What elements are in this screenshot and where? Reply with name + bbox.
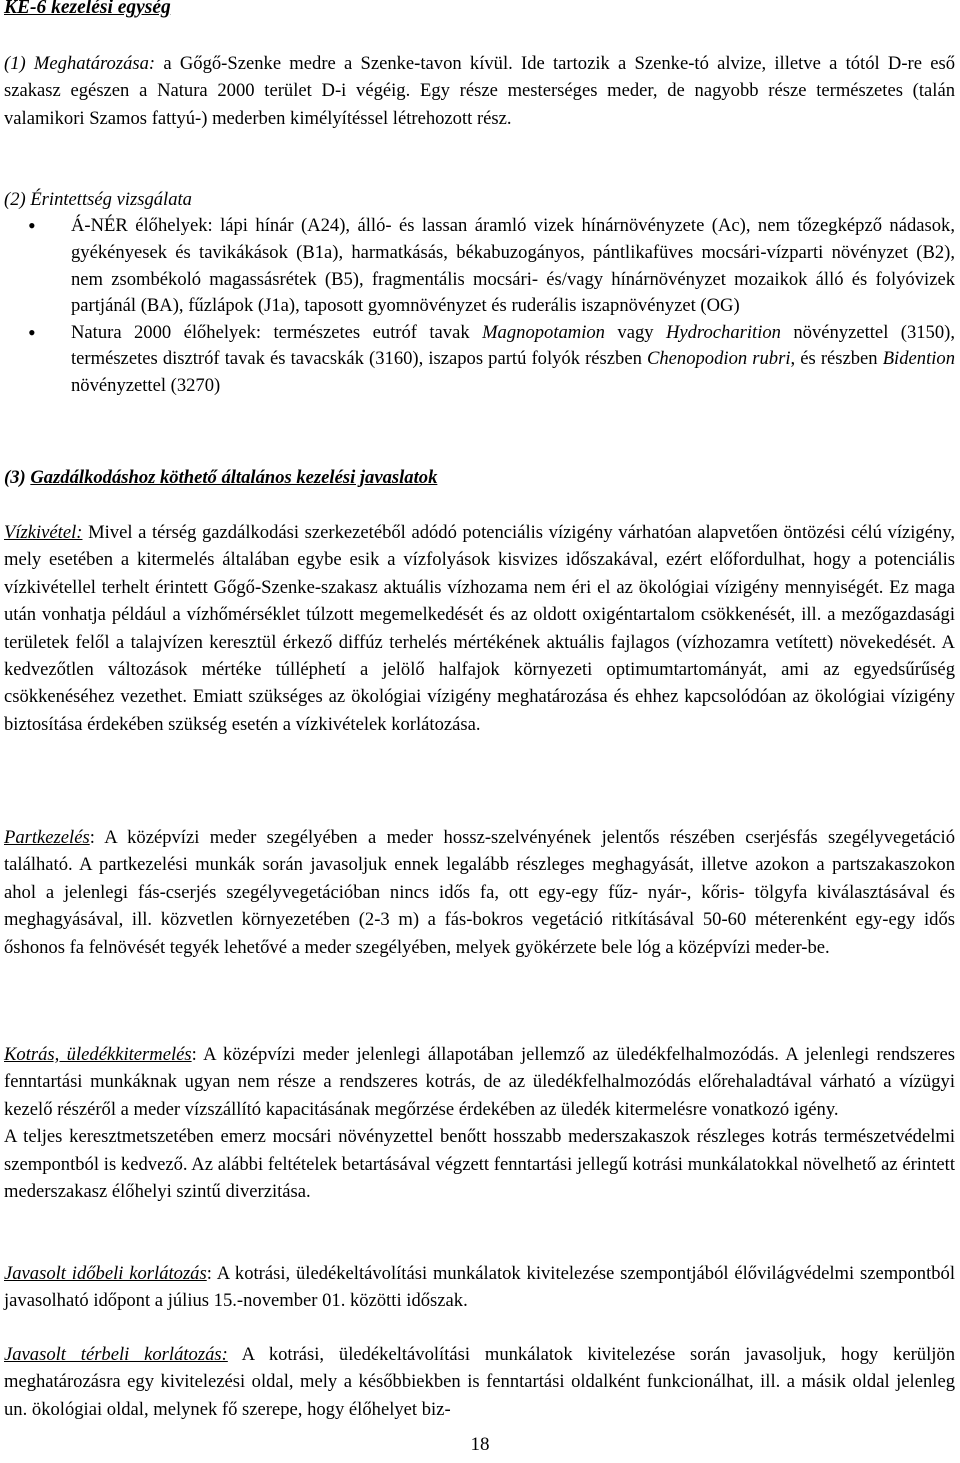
section-management-heading [4,464,955,491]
water-abstraction-label: Vízkivétel: [4,522,83,543]
bank-management-text: : A középvízi meder szegélyében a meder hossz-szelvényének jelentős részében cserjésfás szegélyvegetáció található. A partkezelési munkák során javasoljuk ennek legalább részleges meghagyását, illetve azokon a partszakaszokon ahol a jelenlegi fás-cserjés szegélyvegetációban nincs idős fa, ott egy-egy fűz- nyár-, kőris- tölgyfa kiválasztásával és meghagyásával, ill. közvetlen környezetében (2-3 m) a fás-bokros vegetáció ritkításával 50-60 méterenként egy-egy idős őshonos fa felnövését tegyék lehetővé a meder szegélyében, melyek gyökérzete bele lóg a középvízi meder-be. [4,827,955,958]
natura-text: növényzettel (3270) [71,374,221,396]
temporal-restriction-paragraph [4,1260,955,1315]
dredging-paragraph [4,1041,955,1205]
dredging-text: : A középvízi meder jelenlegi állapotában jellemző az üledékfelhalmozódás. A jelenlegi rendszeres fenntartási munkáknak ugyan nem része a rendszeres kotrás, de az üledékfelhalmozódás előrehaladtával várható a vízügyi kezelő részéről a meder vízszállító kapacitásának megőrzése érdekében az üledék kitermelésre vonatkozó igény. [4,1044,955,1120]
definition-text: a Gőgő-Szenke medre a Szenke-tavon kívül. Ide tartozik a Szenke-tó alvize, illetve a tótól D-re eső szakasz egészen a Natura 2000 terület D-i végéig. Egy része mesterséges meder, de nagyobb része természetes (talán valamikori Szamos fattyú-) mederben kimélyítéssel létrehozott rész. [4,53,955,129]
natura-text: Natura 2000 élőhelyek: természetes eutróf tavak [71,321,483,343]
temporal-restriction-text: : A kotrási, üledékeltávolítási munkálatok kivitelezése szempontjából élővilágvédelmi szempontból javasolható időpont a július 15.-november 01. közötti időszak. [4,1263,956,1312]
list-item [4,320,955,400]
aner-habitats-text: Á-NÉR élőhelyek: lápi hínár (A24), álló- és lassan áramló vizek hínárnövényzete (Ac), nem tőzegképző nádasok, gyékényesek és tavikákások (B1a), harmatkásás, békabuzogányos, pántlikafüves mocsári-vízparti növényzet (B2), nem zsombékoló magassásrétek (B5), fragmentális mocsári- és/vagy hínárnövényzet mozaikok álló és folyóvizek partjánál (BA), fűzlápok (J1a), taposott gyomnövényzet és ruderális iszapnövényzet (OG) [71,215,955,317]
bank-management-label: Partkezelés [4,827,90,848]
management-heading: Gazdálkodáshoz köthető általános kezelési javaslatok [30,467,438,488]
dredging-text-2: A teljes keresztmetszetében emerz mocsári növényzettel benőtt hosszabb mederszakaszok részleges kotrás természetvédelmi szempontból is kedvező. Az alábbi feltételek betartásával végzett fenntartási jellegű kotrási munkálatokkal növelhető az érintett mederszakasz élőhelyi szintű diverzitása. [4,1126,955,1203]
spatial-restriction-text: A kotrási, üledékeltávolítási munkálatok kivitelezése során javasoljuk, hogy kerüljön meghatározásra egy kivitelezési oldal, mely a későbbiekben is fenntartási oldalként funkcionálhat, ill. a másik oldal jelenleg un. ökológiai oldal, melynek fő szerepe, hogy élőhelyet biz- [4,1344,955,1420]
impact-list [4,213,955,399]
list-item [4,213,955,319]
species-term: Chenopodion rubri [646,348,791,370]
species-term: Magnopotamion [482,321,605,343]
temporal-restriction-label: Javasolt időbeli korlátozás [4,1263,207,1284]
unit-heading: KE-6 kezelési egység [4,0,171,18]
water-abstraction-text: Mivel a térség gazdálkodási szerkezetéből adódó potenciális vízigény várhatóan alapvetően öntözési célú vízigény, mely esetében a kitermelés általában egybe esik a vízfolyások kisvizes időszakával, ezért előfordulhat, hogy a potenciális vízkivétellel terhelt érintett Gőgő-Szenke-szakasz aktuális vízhozama nem éri el az ökológiai vízigény mennyiségét. Ez maga után vonhatja például a vízhőmérséklet túlzott megemelkedését és az oldott oxigéntartalom csökkenését, ill. a mezőgazdasági területek felől a talajvízen keresztül érkező diffúz terhelés mértékének aktuális fajlagos (vízhozamra vetített) növekedését. A kedvezőtlen változások mértéke túlléphetí a jelölő halfajok környezeti optimumtartományát, ami az egyedsűrűség csökkenéséhez vezethet. Emiatt szükséges az ökológiai vízigény meghatározása és ehhez kapcsolódóan az ökológiai vízigény biztosítása érdekében szükség esetén a vízkivételek korlátozása. [4,522,955,735]
page-number: 18 [470,1434,490,1455]
species-term: Hydrocharition [665,321,781,343]
water-abstraction-paragraph [4,519,955,738]
species-term: Bidention [882,348,955,370]
section-impact [4,186,955,400]
section-number: (3) [4,467,31,488]
spatial-restriction-paragraph [4,1341,955,1423]
impact-heading: (2) Érintettség vizsgálata [4,189,192,210]
definition-label: (1) Meghatározása: [4,53,156,74]
dredging-label: Kotrás, üledékkitermelés [4,1044,192,1065]
bank-management-paragraph [4,824,955,961]
natura-text: növényzettel (3150), természetes disztróf tavak és tavacskák (3160), iszapos partú folyók részben [71,321,955,370]
spatial-restriction-label: Javasolt térbeli korlátozás: [4,1344,228,1365]
natura-text: vagy [604,321,666,343]
section-definition [4,50,955,132]
natura-text: , és részben [790,348,883,370]
